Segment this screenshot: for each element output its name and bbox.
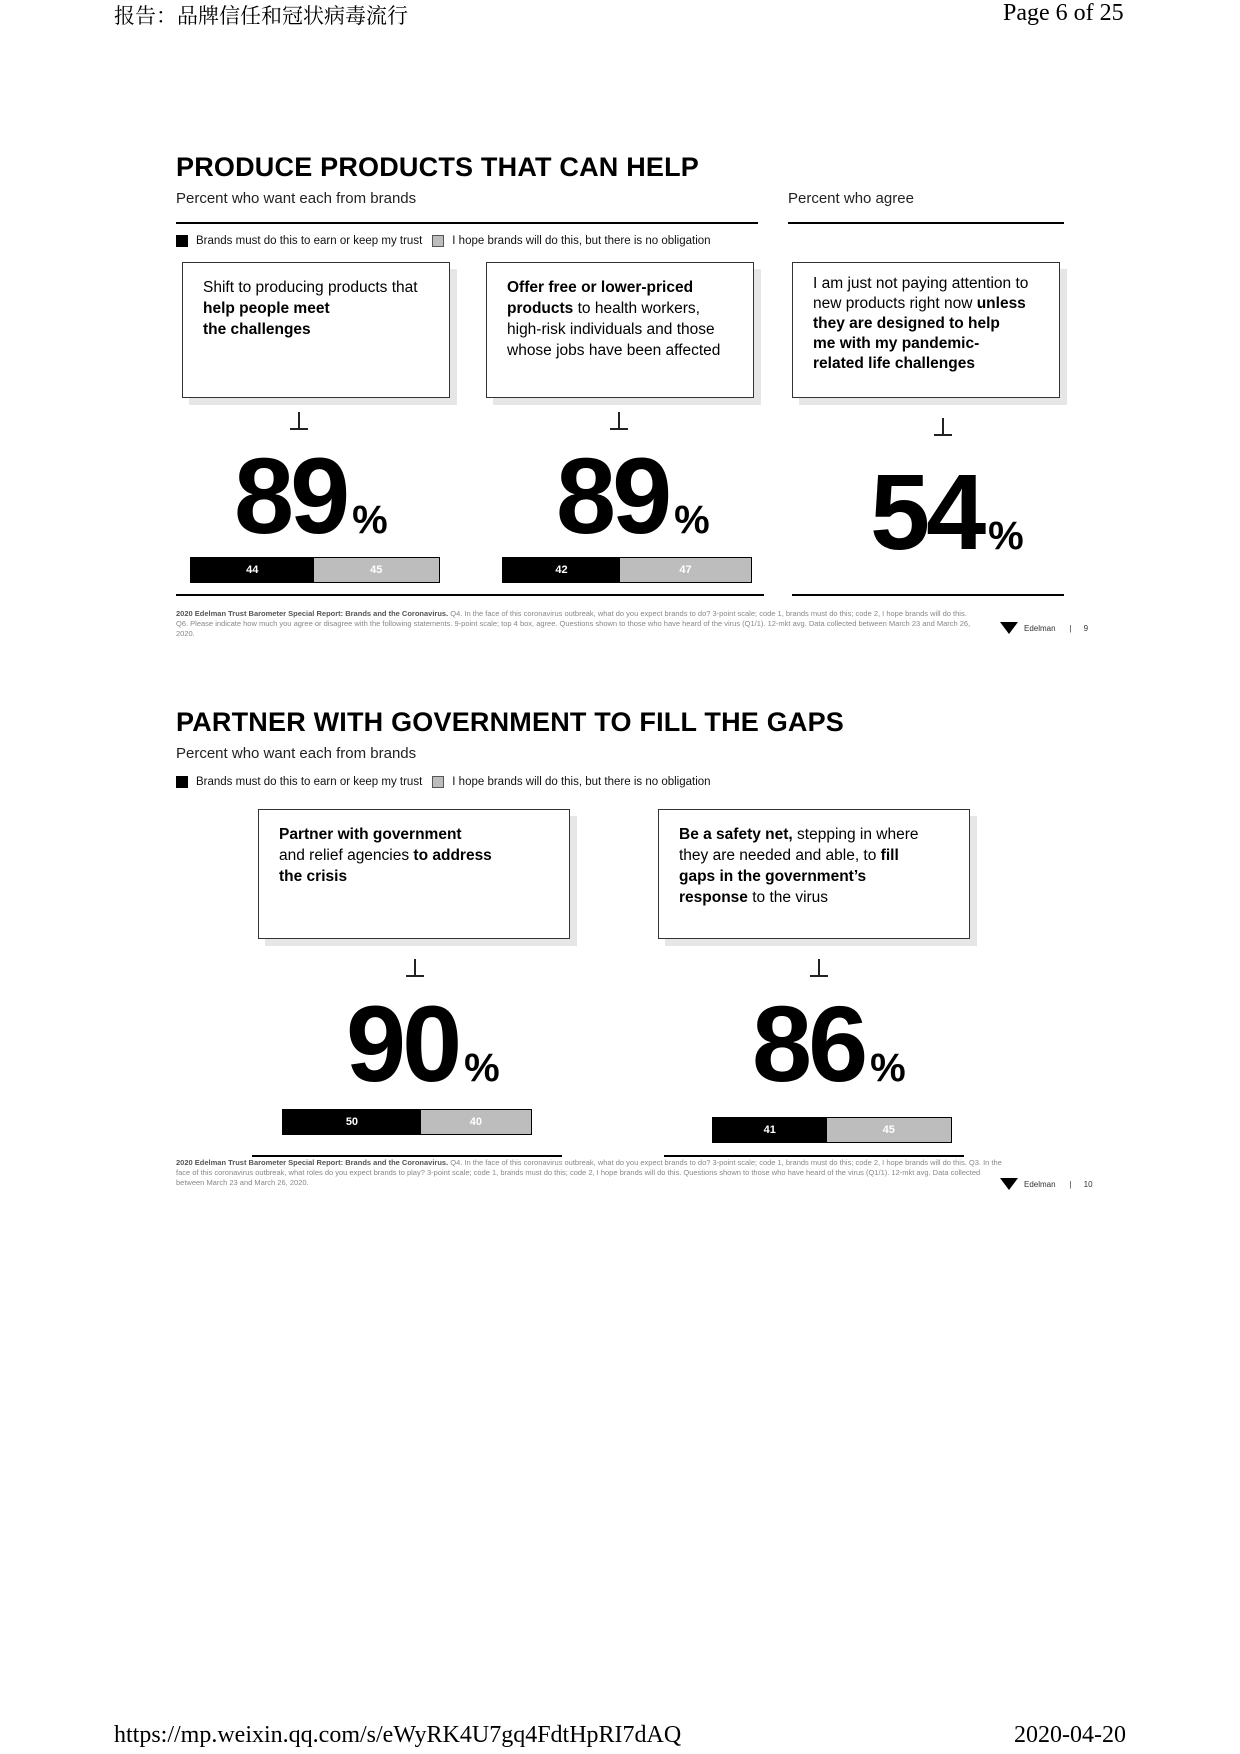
source-note: 2020 Edelman Trust Barometer Special Report: Brands and the Coronavirus. Q4. In the face of this coronavirus outbreak, what do you expect brands to do? 3-point scale; code 1, brands must do this; code 2, I hope brands will do this. Q6. Please indicate how much you agree or disagree with the following statements. 9-point scale; top 4 box, agree. Questions shown to those who have heard of the virus (Q1/1). 12-mkt avg. Data collected between March 23 and March 26, 2020. bbox=[176, 609, 971, 638]
stat-value-1: 90 % bbox=[346, 983, 500, 1104]
bottom-rule-right bbox=[664, 1155, 964, 1157]
bottom-rule-right bbox=[792, 594, 1064, 596]
card-text: Offer free or lower-priced products to health workers, high-risk individuals and those whose jobs have been affected bbox=[507, 279, 721, 359]
document-title: 报告：品牌信任和冠状病毒流行 bbox=[114, 4, 408, 28]
card-text: Be a safety net, stepping in where they are needed and able, to fill gaps in the government’s response to the virus bbox=[679, 826, 919, 906]
bottom-rule-left bbox=[176, 594, 764, 596]
statement-card-2 bbox=[486, 262, 754, 398]
slide-title: PRODUCE PRODUCTS THAT CAN HELP bbox=[176, 152, 700, 182]
legend-swatch-must bbox=[176, 235, 188, 247]
subtitle-left: Percent who want each from brands bbox=[176, 745, 417, 762]
legend-swatch-hope bbox=[432, 776, 444, 788]
connector-tick-2 bbox=[610, 412, 628, 430]
split-bar-1 bbox=[190, 557, 440, 583]
source-url[interactable]: https://mp.weixin.qq.com/s/eWyRK4U7gq4FdtHpRI7dAQ bbox=[114, 1722, 682, 1748]
card-text: Partner with government and relief agencies to address the crisis bbox=[279, 826, 492, 885]
bar-hope-segment: 45 bbox=[314, 558, 439, 582]
card-text: I am just not paying attention to new products right now unless they are designed to help me with my pandemic- related life challenges bbox=[813, 275, 1029, 372]
bottom-rule-left bbox=[252, 1155, 562, 1157]
bar-must-segment: 44 bbox=[191, 558, 314, 582]
slide-title: PARTNER WITH GOVERNMENT TO FILL THE GAPS bbox=[176, 707, 845, 737]
statement-card-1 bbox=[182, 262, 450, 398]
legend-hope-label: I hope brands will do this, but there is no obligation bbox=[452, 776, 711, 788]
connector-tick-1 bbox=[406, 959, 424, 977]
capture-date: 2020-04-20 bbox=[1014, 1722, 1126, 1748]
slide-partner-government bbox=[176, 705, 1093, 1205]
legend-must-label: Brands must do this to earn or keep my trust bbox=[196, 776, 423, 788]
slide-page-number: 10 bbox=[1083, 1179, 1093, 1189]
card-text: Shift to producing products that help people meet the challenges bbox=[203, 279, 418, 338]
edelman-logo: Edelman | 10 bbox=[1000, 1178, 1093, 1190]
legend bbox=[176, 235, 711, 247]
stat-value-3: 54 % bbox=[870, 451, 1024, 572]
bar-hope-segment: 40 bbox=[421, 1110, 531, 1134]
bar-hope-segment: 47 bbox=[620, 558, 751, 582]
split-bar-1 bbox=[282, 1109, 532, 1135]
legend bbox=[176, 776, 711, 788]
legend-must-label: Brands must do this to earn or keep my trust bbox=[196, 235, 423, 247]
edelman-mark-icon bbox=[1000, 1178, 1018, 1190]
stat-value-2: 89 % bbox=[556, 435, 710, 556]
slide-page-number: 9 bbox=[1083, 623, 1089, 633]
legend-swatch-must bbox=[176, 776, 188, 788]
header-rule-left bbox=[176, 222, 758, 224]
edelman-logo: Edelman | 9 bbox=[1000, 622, 1088, 634]
source-note: 2020 Edelman Trust Barometer Special Report: Brands and the Coronavirus. Q4. In the face of this coronavirus outbreak, what do you expect brands to do? 3-point scale; code 1, brands must do this; code 2, I hope brands will do this. Q3. In the face of this coronavirus outbreak, what roles do you expect brands to play? 3-point scale; code 1, brands must do this; code 2, I hope brands will do this. Questions shown to those who have heard of the virus (Q1/1). 12-mkt avg. Data collected between March 23 and March 26, 2020. bbox=[176, 1158, 1002, 1187]
statement-card-1 bbox=[258, 809, 570, 939]
slide-produce-products bbox=[176, 150, 1089, 650]
bar-must-segment: 50 bbox=[283, 1110, 421, 1134]
subtitle-left: Percent who want each from brands bbox=[176, 190, 417, 207]
stat-value-2: 86 % bbox=[752, 983, 906, 1104]
page-indicator: Page 6 of 25 bbox=[1003, 0, 1124, 26]
edelman-mark-icon bbox=[1000, 622, 1018, 634]
statement-card-2 bbox=[658, 809, 970, 939]
legend-swatch-hope bbox=[432, 235, 444, 247]
bar-must-segment: 41 bbox=[713, 1118, 827, 1142]
connector-tick-2 bbox=[810, 959, 828, 977]
subtitle-right: Percent who agree bbox=[788, 190, 914, 207]
bar-must-segment: 42 bbox=[503, 558, 620, 582]
header-rule-right bbox=[788, 222, 1064, 224]
stat-value-1: 89 % bbox=[234, 435, 388, 556]
bar-hope-segment: 45 bbox=[827, 1118, 951, 1142]
split-bar-2 bbox=[712, 1117, 952, 1143]
legend-hope-label: I hope brands will do this, but there is no obligation bbox=[452, 235, 711, 247]
connector-tick-1 bbox=[290, 412, 308, 430]
connector-tick-3 bbox=[934, 418, 952, 436]
split-bar-2 bbox=[502, 557, 752, 583]
statement-card-3 bbox=[792, 262, 1060, 398]
